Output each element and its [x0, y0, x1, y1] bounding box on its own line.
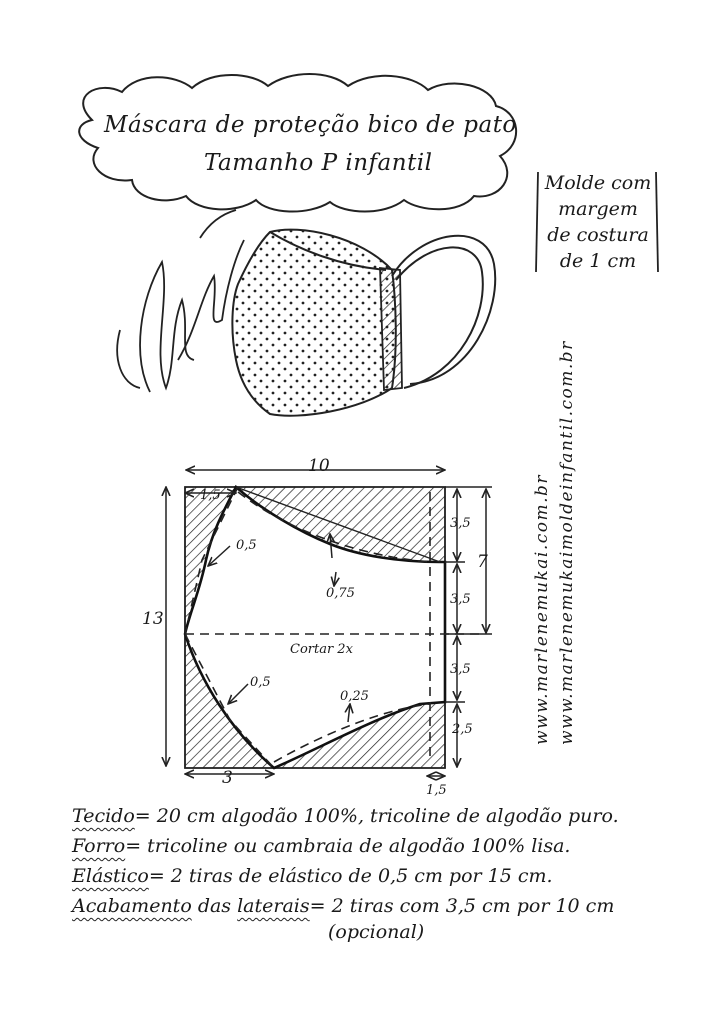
materials-optional: (opcional)	[328, 921, 425, 943]
height-label: 13	[142, 609, 164, 629]
hatch-top-left	[185, 487, 236, 634]
top-dip-label: 0,75	[326, 586, 355, 601]
hatch-bottom-right	[274, 702, 445, 768]
top-offset-label: 1,5	[200, 488, 221, 503]
note-bracket-left	[536, 172, 538, 272]
right-top-label: 3,5	[450, 516, 471, 531]
bottom-right-label: 1,5	[426, 783, 447, 798]
materials-finish: Acabamento das laterais= 2 tiras com 3,5 cm por 10 cm	[72, 895, 615, 917]
curve-lower-label: 0,5	[250, 675, 271, 690]
elastic-loop-2	[396, 247, 483, 388]
note-bracket-right	[656, 172, 658, 272]
fabric-value: 20 cm algodão 100%, tricoline de algodão puro.	[156, 805, 619, 827]
finish-key-2: laterais	[237, 895, 310, 917]
margin-note-line-4: de 1 cm	[559, 250, 637, 272]
margin-note-line-1: Molde com	[544, 172, 652, 194]
finish-mid: das	[197, 895, 232, 917]
materials-fabric: Tecido= 20 cm algodão 100%, tricoline de algodão puro.	[72, 805, 619, 827]
lining-key: Forro	[72, 835, 126, 857]
cut-instruction-label: Cortar 2x	[290, 642, 353, 657]
right-bottom-label: 2,5	[452, 722, 473, 737]
lining-value: tricoline ou cambraia de algodão 100% lisa.	[147, 835, 571, 857]
fabric-key: Tecido	[72, 805, 135, 827]
elastic-key: Elástico	[72, 865, 149, 887]
materials-list	[72, 805, 672, 943]
mask-side-band	[380, 268, 402, 390]
width-label: 10	[308, 456, 330, 476]
materials-elastic: Elástico= 2 tiras de elástico de 0,5 cm por 15 cm.	[72, 865, 553, 887]
elastic-value: 2 tiras de elástico de 0,5 cm por 15 cm.	[170, 865, 553, 887]
margin-note	[540, 170, 656, 274]
mask-body	[232, 230, 395, 416]
mask-illustration	[232, 230, 495, 416]
hatch-bottom-left	[185, 634, 274, 768]
website-url-1: www.marlenemukai.com.br	[532, 473, 552, 745]
title-cloud	[79, 74, 516, 212]
website-url-2: www.marlenemukaimoldeinfantil.com.br	[557, 340, 577, 745]
curve-upper-label: 0,5	[236, 538, 257, 553]
margin-note-line-2: margem	[558, 198, 638, 220]
bottom-dip-label: 0,25	[340, 689, 369, 704]
title-line-1: Máscara de proteção bico de pato	[104, 112, 517, 138]
materials-lining: Forro= tricoline ou cambraia de algodão 100% lisa.	[72, 835, 571, 857]
finish-key: Acabamento	[72, 895, 192, 917]
right-total-label: 7	[477, 552, 488, 572]
right-lower-label: 3,5	[450, 662, 471, 677]
title-line-2: Tamanho P infantil	[204, 150, 433, 176]
bottom-width-label: 3	[222, 768, 233, 788]
margin-note-line-3: de costura	[547, 224, 649, 246]
finish-value: 2 tiras com 3,5 cm por 10 cm	[331, 895, 615, 917]
signature-mark	[117, 210, 244, 392]
right-mid-label: 3,5	[450, 592, 471, 607]
